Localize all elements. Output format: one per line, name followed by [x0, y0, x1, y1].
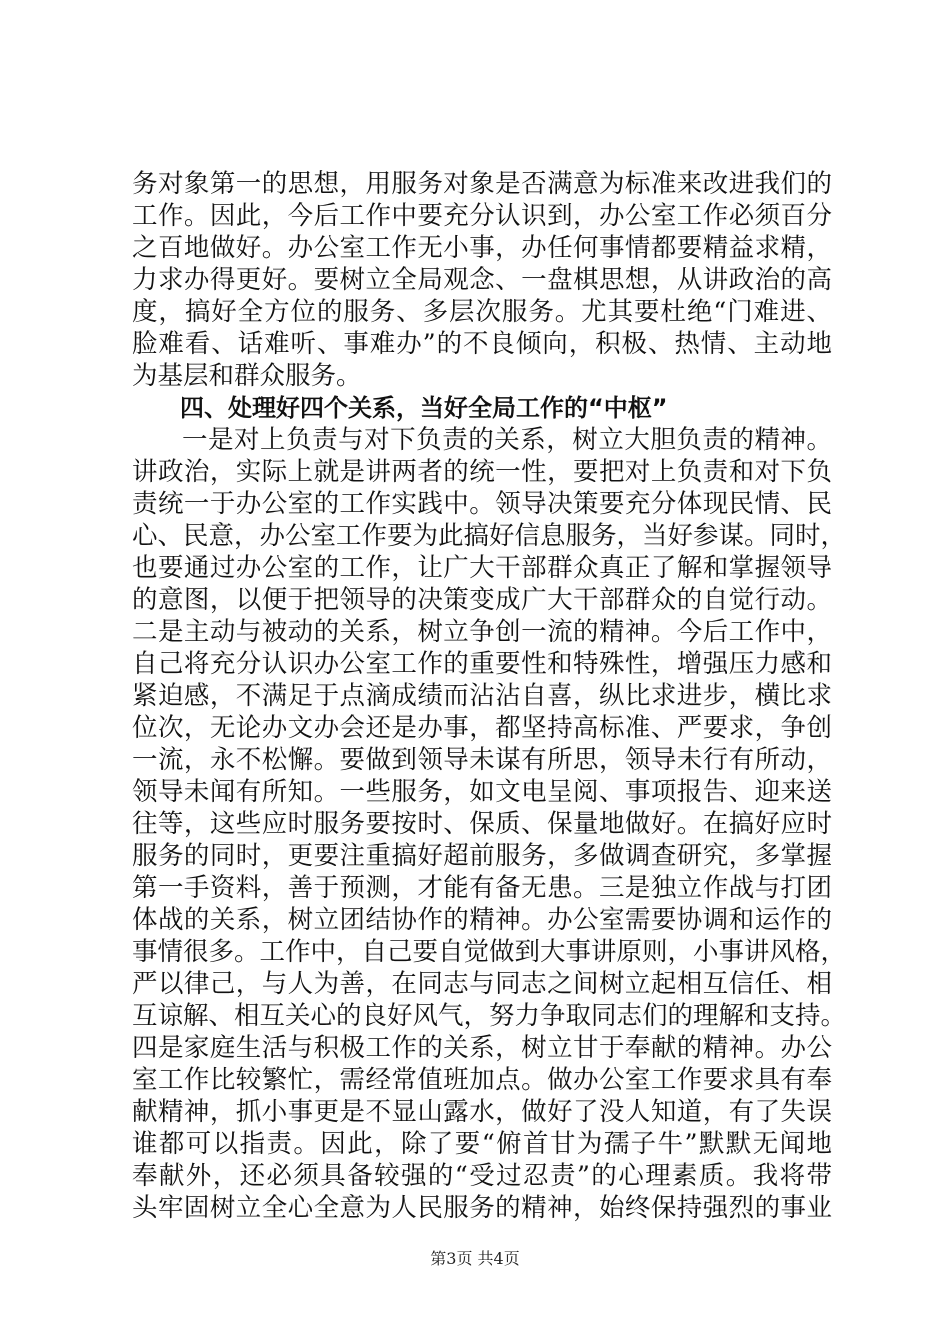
text-line: 室工作比较繁忙，需经常值班加点。做办公室工作要求具有奉 — [132, 1065, 832, 1095]
text-line: 位次，无论办文办会还是办事，都坚持高标准、严要求，争创 — [132, 713, 832, 743]
text-line: 为基层和群众服务。 — [132, 361, 362, 391]
text-line: 互谅解、相互关心的良好风气，努力争取同志们的理解和支持。 — [132, 1001, 847, 1031]
text-line: 谁都可以指责。因此，除了要“俯首甘为孺子牛”默默无闻地 — [132, 1129, 832, 1159]
text-line: 事情很多。工作中，自己要自觉做到大事讲原则，小事讲风格， — [132, 937, 847, 967]
text-line: 服务的同时，更要注重搞好超前服务，多做调查研究，多掌握 — [132, 841, 832, 871]
text-line: 二是主动与被动的关系，树立争创一流的精神。今后工作中， — [132, 617, 832, 647]
text-line: 紧迫感，不满足于点滴成绩而沾沾自喜，纵比求进步，横比求 — [132, 681, 832, 711]
text-line: 严以律己，与人为善，在同志与同志之间树立起相互信任、相 — [132, 969, 832, 999]
page-number: 第3页 共4页 — [430, 1249, 520, 1268]
text-line: 献精神，抓小事更是不显山露水，做好了没人知道，有了失误 — [132, 1097, 832, 1127]
text-line: 责统一于办公室的工作实践中。领导决策要充分体现民情、民 — [132, 489, 832, 519]
text-line: 的意图，以便于把领导的决策变成广大干部群众的自觉行动。 — [132, 585, 832, 615]
text-line: 脸难看、话难听、事难办”的不良倾向，积极、热情、主动地 — [132, 329, 832, 359]
paragraph-1 — [132, 168, 832, 392]
text-line: 往等，这些应时服务要按时、保质、保量地做好。在搞好应时 — [132, 809, 832, 839]
text-line: 奉献外，还必须具备较强的“受过忍责”的心理素质。我将带 — [132, 1161, 832, 1191]
text-line: 一是对上负责与对下负责的关系，树立大胆负责的精神。 — [182, 425, 832, 455]
text-line: 头牢固树立全心全意为人民服务的精神，始终保持强烈的事业 — [132, 1193, 832, 1223]
text-line: 自己将充分认识办公室工作的重要性和特殊性，增强压力感和 — [132, 649, 832, 679]
text-line: 之百地做好。办公室工作无小事，办任何事情都要精益求精， — [132, 233, 832, 263]
text-line: 第一手资料，善于预测，才能有备无患。三是独立作战与打团 — [132, 873, 832, 903]
text-line: 也要通过办公室的工作，让广大干部群众真正了解和掌握领导 — [132, 553, 832, 583]
text-line: 务对象第一的思想，用服务对象是否满意为标准来改进我们的 — [132, 169, 832, 199]
text-line: 体战的关系，树立团结协作的精神。办公室需要协调和运作的 — [132, 905, 832, 935]
text-line: 力求办得更好。要树立全局观念、一盘棋思想，从讲政治的高 — [132, 265, 832, 295]
text-line: 四是家庭生活与积极工作的关系，树立甘于奉献的精神。办公 — [132, 1033, 832, 1063]
section-heading: 四、处理好四个关系，当好全局工作的“中枢” — [180, 394, 668, 422]
text-line: 心、民意，办公室工作要为此搞好信息服务，当好参谋。同时， — [132, 521, 847, 551]
text-line: 领导未闻有所知。一些服务，如文电呈阅、事项报告、迎来送 — [132, 777, 832, 807]
text-line: 工作。因此，今后工作中要充分认识到，办公室工作必须百分 — [132, 201, 832, 231]
text-line: 度，搞好全方位的服务、多层次服务。尤其要杜绝“门难进、 — [132, 297, 832, 327]
document-body — [132, 168, 847, 1224]
paragraph-2 — [132, 424, 847, 1224]
text-line: 讲政治，实际上就是讲两者的统一性，要把对上负责和对下负 — [132, 457, 832, 487]
text-line: 一流，永不松懈。要做到领导未谋有所思，领导未行有所动， — [132, 745, 832, 775]
